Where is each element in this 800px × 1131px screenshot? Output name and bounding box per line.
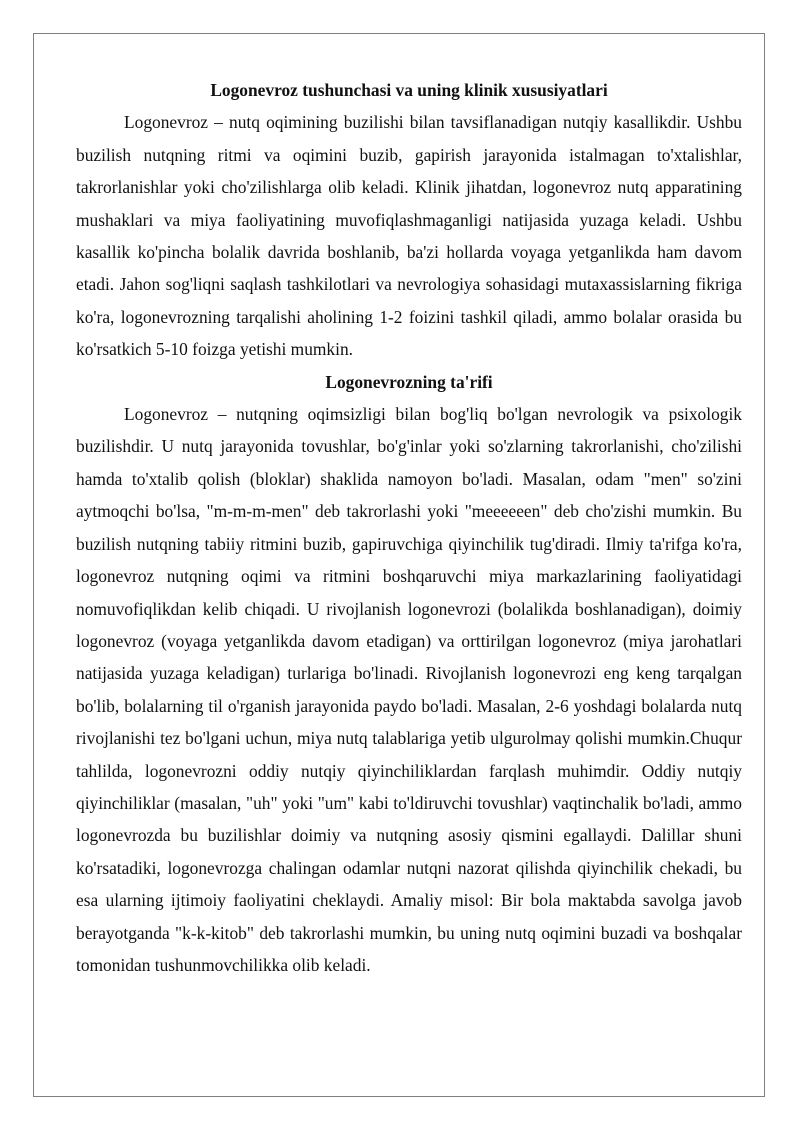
section-2-heading: Logonevrozning ta'rifi	[325, 371, 493, 392]
document-body	[76, 74, 742, 981]
section-2-paragraph: Logonevroz – nutqning oqimsizligi bilan bog'liq bo'lgan nevrologik va psixologik buzilishdir. U nutq jarayonida tovushlar, bo'g'inlar yoki so'zlarning takrorlanishi, cho'zilishi hamda to'xtalib qolish (bloklar) shaklida namoyon bo'ladi. Masalan, odam "men" so'zini aytmoqchi bo'lsa, "m-m-m-men" deb takrorlashi yoki "meeeeeen" deb cho'zishi mumkin. Bu buzilish nutqning tabiiy ritmini buzib, gapiruvchiga qiyinchilik tug'diradi. Ilmiy ta'rifga ko'ra, logonevroz nutqning oqimi va ritmini boshqaruvchi miya markazlarining faoliyatidagi nomuvofiqlikdan kelib chiqadi. U rivojlanish logonevrozi (bolalikda boshlanadigan), doimiy logonevroz (voyaga yetganlikda davom etadigan) va orttirilgan logonevroz (miya jarohatlari natijasida yuzaga keladigan) turlariga bo'linadi. Rivojlanish logonevrozi eng keng tarqalgan bo'lib, bolalarning til o'rganish jarayonida paydo bo'ladi. Masalan, 2-6 yoshdagi bolalarda nutq rivojlanishi tez bo'lgani uchun, miya nutq talablariga yetib ulgurolmay qolishi mumkin.Chuqur tahlilda, logonevrozni oddiy nutqiy qiyinchiliklardan farqlash muhimdir. Oddiy nutqiy qiyinchiliklar (masalan, "uh" yoki "um" kabi to'ldiruvchi tovushlar) vaqtinchalik bo'ladi, ammo logonevrozda bu buzilishlar doimiy va nutqning asosiy qismini egallaydi. Dalillar shuni ko'rsatadiki, logonevrozga chalingan odamlar nutqni nazorat qilishda qiyinchilik chekadi, bu esa ularning ijtimoiy faoliyatini cheklaydi. Amaliy misol: Bir bola maktabda savolga javob berayotganda "k-k-kitob" deb takrorlashi mumkin, bu uning nutq oqimini buzadi va boshqalar tomonidan tushunmovchilikka olib keladi.	[76, 404, 742, 975]
section-1-paragraph: Logonevroz – nutq oqimining buzilishi bilan tavsiflanadigan nutqiy kasallikdir. Ushbu buzilish nutqning ritmi va oqimini buzib, gapirish jarayonida istalmagan to'xtalishlar, takrorlanishlar yoki cho'zilishlarga olib keladi. Klinik jihatdan, logonevroz nutq apparatining mushaklari va miya faoliyatining muvofiqlashmaganligi natijasida yuzaga keladi. Ushbu kasallik ko'pincha bolalik davrida boshlanib, ba'zi hollarda voyaga yetganlikda ham davom etadi. Jahon sog'liqni saqlash tashkilotlari va nevrologiya sohasidagi mutaxassislarning fikriga ko'ra, logonevrozning tarqalishi aholining 1-2 foizini tashkil qiladi, ammo bolalar orasida bu ko'rsatkich 5-10 foizga yetishi mumkin.	[76, 112, 742, 360]
section-1-heading: Logonevroz tushunchasi va uning klinik xususiyatlari	[210, 80, 608, 100]
